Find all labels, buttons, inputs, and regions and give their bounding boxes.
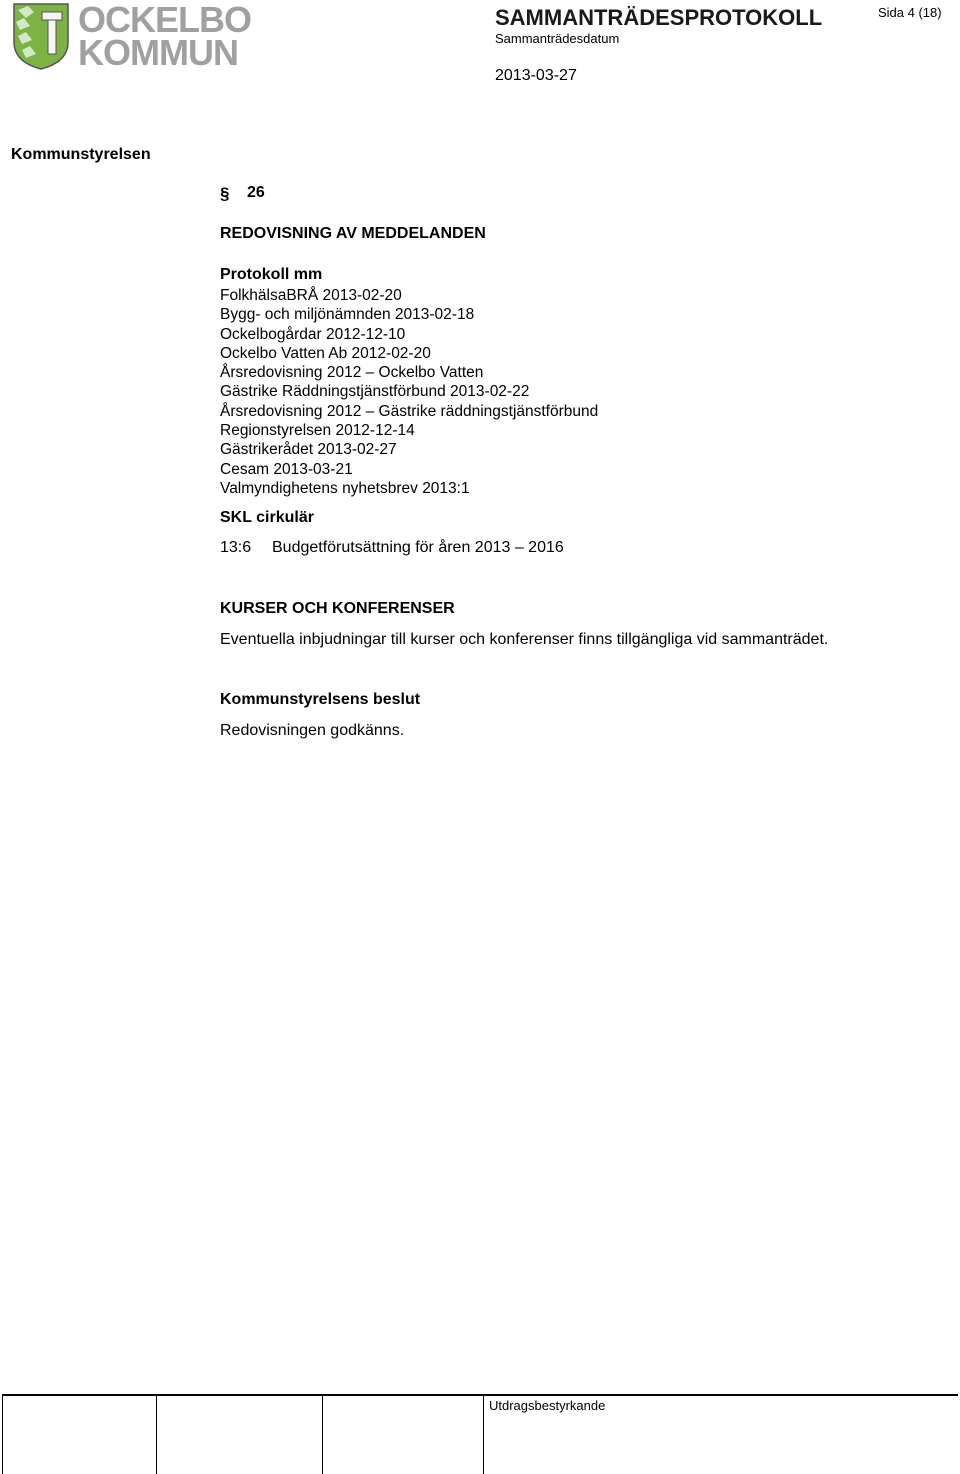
- protocol-list: [220, 286, 598, 498]
- coat-of-arms-icon: [12, 2, 70, 70]
- skl-circular-row: [220, 539, 564, 557]
- protocols-heading: Protokoll mm: [220, 266, 323, 283]
- decision-heading: Kommunstyrelsens beslut: [220, 691, 421, 708]
- organization-name: Kommunstyrelsen: [11, 146, 151, 163]
- section-heading: REDOVISNING AV MEDDELANDEN: [220, 225, 486, 242]
- signature-box-divider: [156, 1396, 157, 1474]
- meeting-date-label: Sammanträdesdatum: [495, 31, 620, 46]
- skl-heading: SKL cirkulär: [220, 509, 314, 526]
- list-item: FolkhälsaBRÅ 2013-02-20: [220, 287, 402, 304]
- page-number: Sida 4 (18): [878, 5, 942, 20]
- courses-text: Eventuella inbjudningar till kurser och konferenser finns tillgängliga vid sammanträdet.: [220, 631, 829, 648]
- list-item: Ockelbogårdar 2012-12-10: [220, 325, 406, 343]
- signature-box-divider: [2, 1396, 3, 1474]
- list-item: Valmyndighetens nyhetsbrev 2013:1: [220, 479, 470, 497]
- list-item: Gästrikerådet 2013-02-27: [220, 441, 397, 459]
- logo-text-line2: KOMMUN: [78, 32, 238, 73]
- certifier-label: Utdragsbestyrkande: [489, 1398, 606, 1413]
- list-item: Årsredovisning 2012 – Gästrike räddningstjänstförbund: [220, 402, 599, 420]
- list-item: Gästrike Räddningstjänstförbund 2013-02-22: [220, 383, 530, 401]
- courses-heading: KURSER OCH KONFERENSER: [220, 600, 455, 617]
- list-item: Ockelbo Vatten Ab 2012-02-20: [220, 344, 431, 362]
- circular-title: Budgetförutsättning för åren 2013 – 2016: [272, 539, 564, 556]
- signature-box-divider: [322, 1396, 323, 1474]
- circular-number: 13:6: [220, 539, 252, 556]
- ockelbo-kommun-logo: [12, 0, 251, 73]
- list-item: Bygg- och miljönämnden 2013-02-18: [220, 306, 475, 324]
- logo-text-line1: OCKELBO: [78, 0, 251, 40]
- signature-box-row: [2, 1394, 958, 1474]
- paragraph-symbol: §: [220, 184, 230, 203]
- signature-box-divider: [483, 1396, 484, 1474]
- list-item: Årsredovisning 2012 – Ockelbo Vatten: [220, 364, 484, 382]
- list-item: Cesam 2013-03-21: [220, 460, 353, 478]
- document-title: SAMMANTRÄDESPROTOKOLL: [495, 5, 823, 30]
- paragraph-number: 26: [247, 184, 265, 201]
- decision-text: Redovisningen godkänns.: [220, 722, 405, 739]
- list-item: Regionstyrelsen 2012-12-14: [220, 422, 415, 440]
- meeting-date: 2013-03-27: [495, 67, 577, 84]
